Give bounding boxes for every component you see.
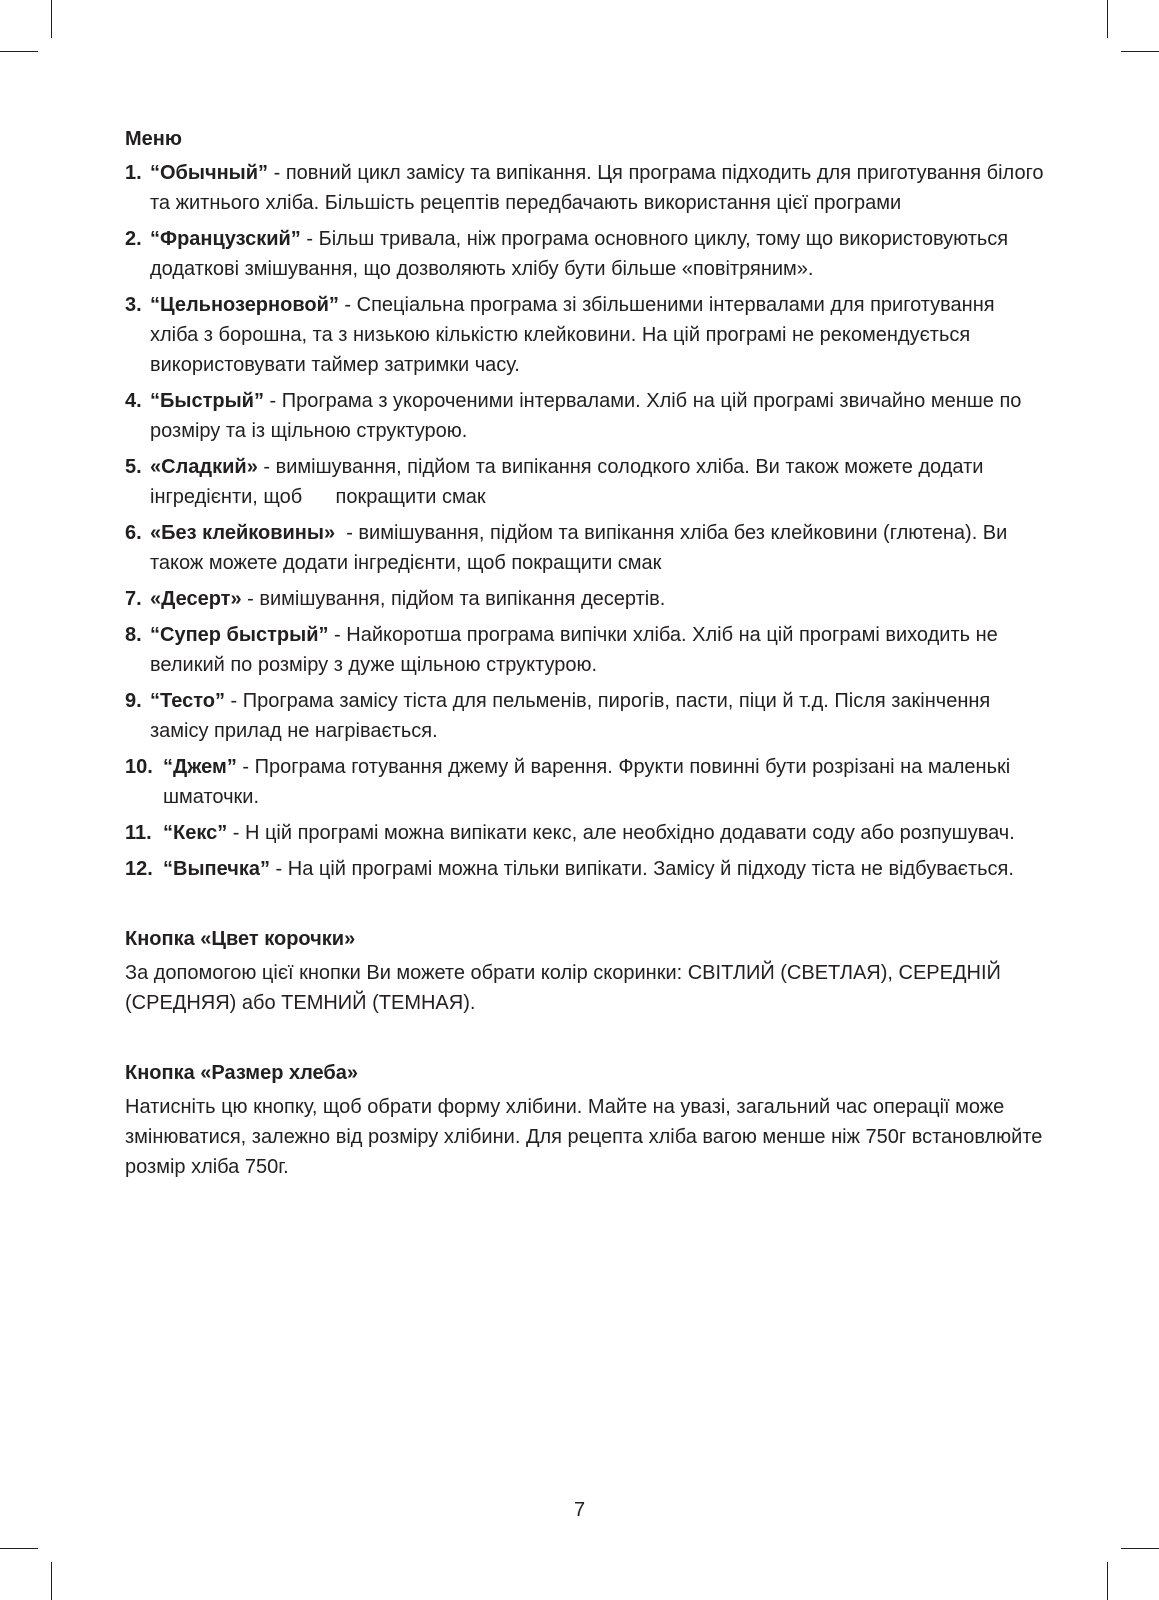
menu-item xyxy=(125,584,1045,614)
menu-item xyxy=(125,224,1045,284)
menu-item-name: “Кекс” xyxy=(163,822,228,844)
menu-item-description: - Спеціальна програма зі збільшеними інтервалами для приготування хліба з борошна, та з низькою кількістю клейковини. На цій програмі не рекомендується використовувати таймер затримки часу. xyxy=(150,294,1001,376)
menu-heading: Меню xyxy=(125,128,182,150)
page-number: 7 xyxy=(573,1499,586,1521)
menu-item xyxy=(125,452,1045,512)
menu-item-number: 7. xyxy=(125,588,142,610)
menu-item-description: - На цій програмі можна тільки випікати. Замісу й підходу тіста не відбувається. xyxy=(269,858,1014,880)
menu-item-number: 5. xyxy=(125,456,142,478)
menu-item-description: - Програма з укороченими інтервалами. Хліб на цій програмі звичайно менше по розміру та із щільною структурою. xyxy=(150,390,1027,442)
menu-item-name: “Цельнозерновой” xyxy=(150,294,339,316)
crop-mark xyxy=(51,1562,52,1600)
menu-item-number: 4. xyxy=(125,390,142,412)
menu-item-name: «Десерт» xyxy=(150,588,242,610)
crust-heading: Кнопка «Цвет корочки» xyxy=(125,928,356,950)
menu-item-name: «Без клейковины» xyxy=(150,522,336,544)
size-heading: Кнопка «Размер хлеба» xyxy=(125,1062,358,1084)
menu-item-description: - Н цій програмі можна випікати кекс, але необхідно додавати соду або розпушувач. xyxy=(227,822,1015,844)
page-content xyxy=(125,124,1050,1182)
menu-item-number: 1. xyxy=(125,162,142,184)
menu-item-name: “Быстрый” xyxy=(150,390,264,412)
menu-item-description: - вимішування, підйом та випікання десертів. xyxy=(241,588,666,610)
menu-item-name: “Тесто” xyxy=(150,690,225,712)
menu-item-name: “Супер быстрый” xyxy=(150,624,329,646)
crust-section xyxy=(125,924,1045,1018)
menu-item-name: “Выпечка” xyxy=(163,858,270,880)
menu-item-description: - Більш тривала, ніж програма основного циклу, тому що використовуються додаткові змішування, що дозволяють хлібу бути більше «повітряним». xyxy=(150,228,1014,280)
crop-mark xyxy=(1107,1562,1108,1600)
menu-item-number: 3. xyxy=(125,294,142,316)
crust-text: За допомогою цієї кнопки Ви можете обрати колір скоринки: СВІТЛИЙ (СВЕТЛАЯ), СЕРЕДНІЙ (СРЕДНЯЯ) або ТЕМНИЙ (ТЕМНАЯ). xyxy=(125,962,1001,1014)
crop-mark xyxy=(0,1548,38,1549)
menu-item-number: 2. xyxy=(125,228,142,250)
menu-item-description: - повний цикл замісу та випікання. Ця програма підходить для приготування білого та житнього хліба. Більшість рецептів передбачають використання цієї програми xyxy=(150,162,1050,214)
crop-mark xyxy=(1121,51,1159,52)
menu-item xyxy=(125,818,1045,848)
menu-item-description: - вимішування, підйом та випікання хліба без клейковини (глютена). Ви також можете додати інгредієнти, щоб покращити смак xyxy=(150,522,1013,574)
menu-item-description: - Найкоротша програма випічки хліба. Хліб на цій програмі виходить не великий по розміру з дуже щільною структурою. xyxy=(150,624,1004,676)
size-section xyxy=(125,1058,1045,1182)
menu-item-number: 9. xyxy=(125,690,142,712)
menu-item-number: 8. xyxy=(125,624,142,646)
menu-item-description: - Програма готування джему й варення. Фрукти повинні бути розрізані на маленькі шматочки. xyxy=(163,756,1016,808)
menu-item-name: “Французский” xyxy=(150,228,301,250)
menu-item-description: - вимішування, підйом та випікання солодкого хліба. Ви також можете додати інгредієнти, щоб покращити смак xyxy=(150,456,989,508)
menu-item xyxy=(125,854,1045,884)
menu-item xyxy=(125,620,1045,680)
menu-item-number: 6. xyxy=(125,522,142,544)
crop-mark xyxy=(1121,1548,1159,1549)
size-text: Натисніть цю кнопку, щоб обрати форму хлібини. Майте на увазі, загальний час операції може змінюватися, залежно від розміру хлібини. Для рецепта хліба вагою менше ніж 750г встановлюйте розмір хліба 750г. xyxy=(125,1096,1043,1178)
menu-item xyxy=(125,518,1045,578)
menu-item xyxy=(125,290,1045,380)
crop-mark xyxy=(51,0,52,38)
menu-item-number: 12. xyxy=(125,858,153,880)
menu-item xyxy=(125,386,1045,446)
menu-item-name: “Обычный” xyxy=(150,162,269,184)
menu-list xyxy=(125,158,1050,884)
menu-item xyxy=(125,752,1045,812)
crop-mark xyxy=(0,51,38,52)
menu-item-description: - Програма замісу тіста для пельменів, пирогів, пасти, піци й т.д. Після закінчення замісу прилад не нагрівається. xyxy=(150,690,996,742)
menu-item xyxy=(125,686,1045,746)
menu-item-name: “Джем” xyxy=(163,756,237,778)
menu-item xyxy=(125,158,1050,218)
crop-mark xyxy=(1107,0,1108,38)
menu-item-number: 11. xyxy=(125,822,152,844)
menu-item-name: «Сладкий» xyxy=(150,456,258,478)
menu-item-number: 10. xyxy=(125,756,153,778)
